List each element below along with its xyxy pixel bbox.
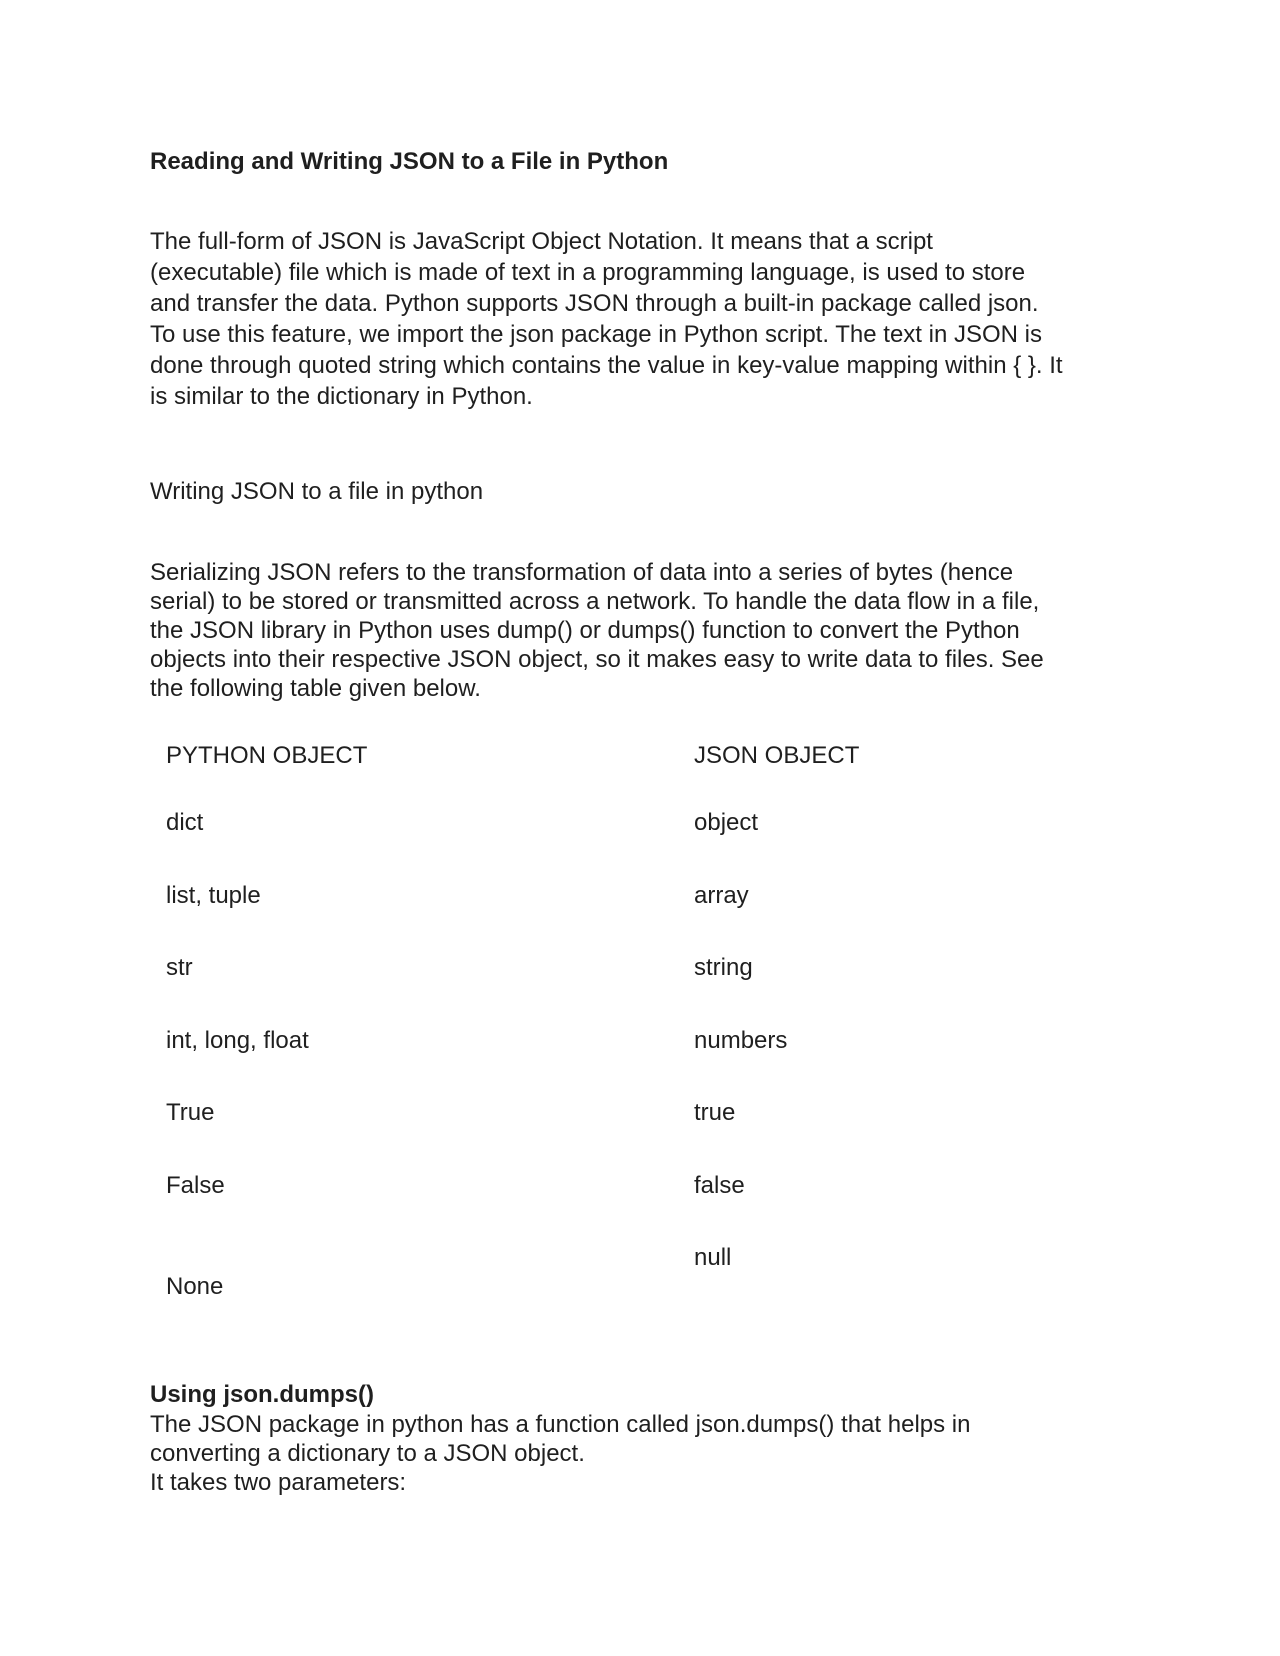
table-cell-json: numbers <box>694 1027 788 1054</box>
table-cell-json: null <box>694 1244 732 1271</box>
dumps-line: The JSON package in python has a function called json.dumps() that helps in <box>150 1411 971 1438</box>
intro-line: is similar to the dictionary in Python. <box>150 383 533 410</box>
table-cell-python: int, long, float <box>166 1027 309 1054</box>
table-cell-python: dict <box>166 809 204 836</box>
dumps-line: It takes two parameters: <box>150 1469 407 1496</box>
table-cell-json: false <box>694 1172 745 1199</box>
serialize-line: the JSON library in Python uses dump() or dumps() function to convert the Python <box>150 617 1020 644</box>
table-cell-json: array <box>694 882 749 909</box>
table-cell-json: string <box>694 954 753 981</box>
intro-line: and transfer the data. Python supports JSON through a built-in package called json. <box>150 290 1039 317</box>
serialize-line: Serializing JSON refers to the transformation of data into a series of bytes (hence <box>150 559 1014 586</box>
intro-line: The full-form of JSON is JavaScript Object Notation. It means that a script <box>150 228 933 255</box>
dumps-line: converting a dictionary to a JSON object. <box>150 1440 585 1467</box>
document-title: Reading and Writing JSON to a File in Python <box>150 148 669 175</box>
table-cell-json: true <box>694 1099 736 1126</box>
table-cell-python: False <box>166 1172 225 1199</box>
dumps-heading: Using json.dumps() <box>150 1381 374 1408</box>
table-header-json: JSON OBJECT <box>694 742 860 769</box>
table-cell-python: list, tuple <box>166 882 261 909</box>
serialize-line: the following table given below. <box>150 675 481 702</box>
serialize-paragraph <box>150 558 1130 703</box>
intro-line: To use this feature, we import the json package in Python script. The text in JSON is <box>150 321 1042 348</box>
serialize-line: serial) to be stored or transmitted across a network. To handle the data flow in a file, <box>150 588 1040 615</box>
section-subheading: Writing JSON to a file in python <box>150 478 484 505</box>
table-header-python: PYTHON OBJECT <box>166 742 368 769</box>
table-cell-python: str <box>166 954 193 981</box>
table-cell-json: object <box>694 809 759 836</box>
serialize-line: objects into their respective JSON object, so it makes easy to write data to files. See <box>150 646 1044 673</box>
intro-paragraph <box>150 226 1130 412</box>
dumps-paragraph <box>150 1410 1130 1497</box>
table-cell-python: True <box>166 1099 215 1126</box>
intro-line: (executable) file which is made of text in a programming language, is used to store <box>150 259 1026 286</box>
table-cell-python: None <box>166 1273 224 1300</box>
intro-line: done through quoted string which contains the value in key-value mapping within { }. It <box>150 352 1063 379</box>
